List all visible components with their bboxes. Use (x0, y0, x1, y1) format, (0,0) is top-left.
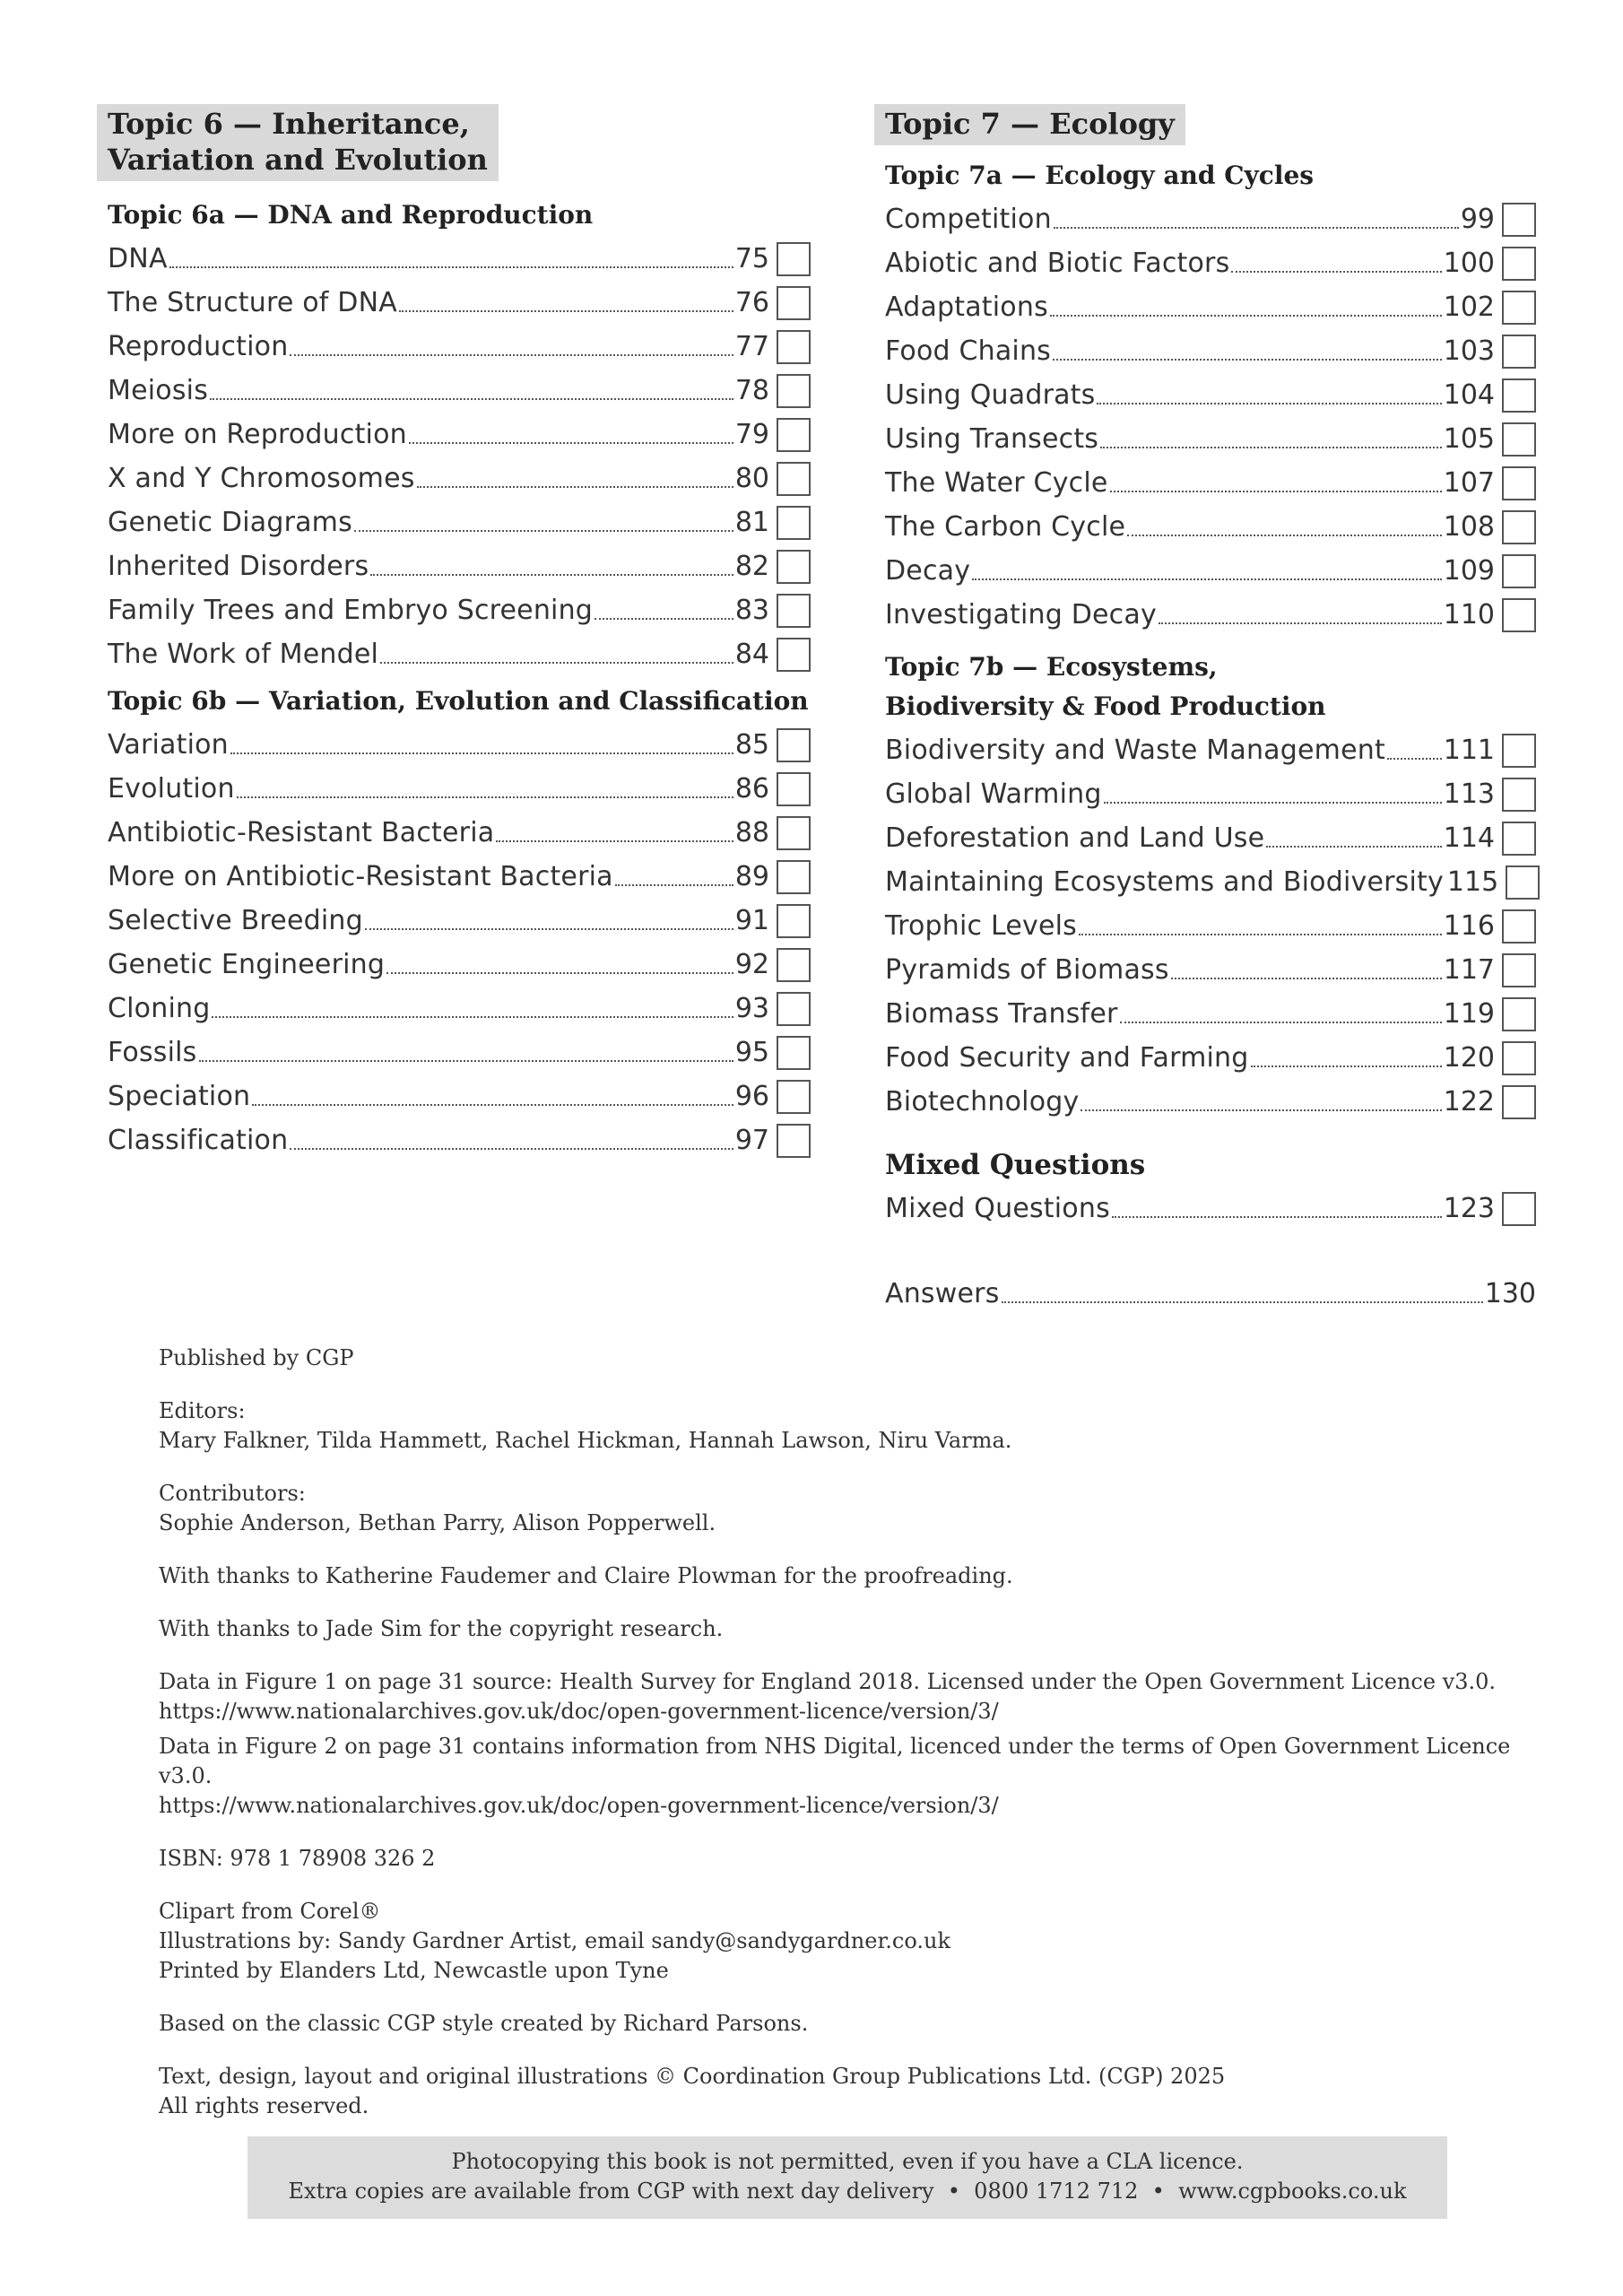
toc-entry-title: The Structure of DNA (108, 287, 397, 318)
dot-leader (1100, 447, 1442, 448)
toc-entry-page: 120 (1443, 1042, 1495, 1074)
checkbox[interactable] (777, 286, 811, 320)
dot-leader (1266, 846, 1441, 848)
toc-entry-title: DNA (108, 243, 168, 274)
checkbox[interactable] (1502, 1041, 1536, 1075)
thanks-copyright: With thanks to Jade Sim for the copyright research. (159, 1616, 724, 1641)
data-source-1-url: https://www.nationalarchives.gov.uk/doc/open-government-licence/version/3/ (159, 1699, 999, 1724)
checkbox[interactable] (1502, 997, 1536, 1031)
checkbox[interactable] (1502, 598, 1536, 632)
toc-entry-title: Competition (885, 204, 1052, 235)
checkbox[interactable] (777, 374, 811, 408)
toc-entry-page: 119 (1443, 998, 1495, 1030)
toc-entry[interactable] (885, 417, 1536, 461)
toc-entry-title: Answers (885, 1278, 1000, 1309)
checkbox[interactable] (1502, 378, 1536, 413)
checkbox[interactable] (1502, 1192, 1536, 1226)
checkbox[interactable] (777, 1124, 811, 1158)
dot-leader (399, 310, 733, 312)
toc-entry-title: More on Reproduction (108, 419, 407, 450)
checkbox[interactable] (1502, 291, 1536, 325)
toc-entry[interactable] (108, 457, 811, 500)
toc-entry-title: Classification (108, 1125, 289, 1156)
editors-block (159, 1396, 1522, 1456)
toc-entry[interactable] (108, 723, 811, 767)
data-source-2-text: Data in Figure 2 on page 31 contains information from NHS Digital, licenced under the terms of Open Government Licence v3.0. (159, 1734, 1511, 1788)
toc-entry[interactable] (885, 816, 1536, 860)
checkbox[interactable] (777, 772, 811, 806)
dot-leader (1231, 271, 1441, 273)
toc-entry-title: Food Security and Farming (885, 1042, 1249, 1074)
checkbox[interactable] (777, 1036, 811, 1070)
checkbox[interactable] (777, 1080, 811, 1114)
toc-entry[interactable] (108, 588, 811, 632)
checkbox[interactable] (777, 904, 811, 938)
checkbox[interactable] (1502, 466, 1536, 500)
dot-leader (1081, 1109, 1441, 1111)
toc-entry-page: 105 (1443, 423, 1495, 455)
toc-entry[interactable] (108, 325, 811, 369)
toc-entry-page: 76 (734, 287, 769, 318)
checkbox[interactable] (1502, 554, 1536, 588)
dot-leader (1112, 1216, 1442, 1218)
dot-leader (615, 884, 733, 886)
rights-reserved: All rights reserved. (159, 2093, 369, 2118)
dot-leader (1097, 403, 1441, 404)
toc-entry-answers[interactable] (885, 1272, 1536, 1316)
toc-entry-title: Global Warming (885, 778, 1102, 810)
contributors-names: Sophie Anderson, Bethan Parry, Alison Popperwell. (159, 1510, 716, 1535)
checkbox[interactable] (777, 816, 811, 850)
photocopy-notice-banner (247, 2136, 1447, 2219)
checkbox[interactable] (1502, 247, 1536, 281)
contributors-block (159, 1479, 1522, 1538)
toc-entry-page: 114 (1443, 822, 1495, 854)
toc-entry-title: Cloning (108, 993, 211, 1024)
toc-entry-page: 88 (734, 817, 769, 848)
toc-entry-page: 79 (734, 419, 769, 450)
toc-entry[interactable] (885, 285, 1536, 329)
toc-entry-title: Genetic Diagrams (108, 507, 352, 538)
checkbox[interactable] (1502, 734, 1536, 768)
editors-label: Editors: (159, 1398, 246, 1423)
dot-leader (169, 266, 733, 268)
toc-entry-page: 77 (734, 331, 769, 362)
toc-entry-page: 84 (734, 639, 769, 670)
topic-7b-heading (885, 648, 1536, 726)
checkbox[interactable] (777, 860, 811, 894)
dot-leader (595, 618, 733, 620)
dot-leader (1171, 978, 1442, 979)
toc-entry[interactable] (885, 860, 1536, 904)
toc-entry-title: Deforestation and Land Use (885, 822, 1265, 854)
contributors-label: Contributors: (159, 1481, 306, 1506)
checkbox[interactable] (777, 638, 811, 672)
toc-entry-page: 109 (1443, 555, 1495, 587)
checkbox[interactable] (1502, 1085, 1536, 1119)
checkbox[interactable] (1502, 909, 1536, 944)
checkbox[interactable] (777, 242, 811, 276)
toc-entry[interactable] (885, 461, 1536, 505)
editors-names: Mary Falkner, Tilda Hammett, Rachel Hickman, Hannah Lawson, Niru Varma. (159, 1428, 1012, 1453)
toc-entry-page: 91 (734, 905, 769, 936)
toc-entry-title: Food Chains (885, 335, 1051, 367)
dot-leader (1002, 1301, 1483, 1303)
photocopy-notice: Photocopying this book is not permitted, even if you have a CLA licence. (451, 2149, 1244, 2174)
toc-entry-page: 103 (1443, 335, 1495, 367)
toc-entry-title: Speciation (108, 1081, 251, 1112)
toc-entry[interactable] (885, 549, 1536, 593)
toc-entry-page: 122 (1443, 1086, 1495, 1118)
toc-entry-page: 78 (734, 375, 769, 406)
dot-leader (496, 840, 733, 842)
toc-entry-page: 82 (734, 551, 769, 582)
toc-entry[interactable] (108, 237, 811, 281)
checkbox[interactable] (1502, 953, 1536, 987)
toc-entry[interactable] (108, 413, 811, 457)
toc-entry-title: Maintaining Ecosystems and Biodiversity (885, 866, 1444, 898)
toc-entry-title: Abiotic and Biotic Factors (885, 248, 1230, 279)
illustrations-credit: Illustrations by: Sandy Gardner Artist, email sandy@sandygardner.co.uk (159, 1928, 951, 1953)
checkbox[interactable] (777, 550, 811, 584)
toc-entry[interactable] (108, 899, 811, 943)
dot-leader (290, 354, 733, 356)
based-on: Based on the classic CGP style created by Richard Parsons. (159, 2011, 809, 2036)
toc-entry-page: 107 (1443, 467, 1495, 499)
toc-entry-title: The Water Cycle (885, 467, 1108, 499)
toc-entry-page: 80 (734, 463, 769, 494)
topic-7a-list (874, 197, 1536, 637)
topic-7b-heading-line1: Topic 7b — Ecosystems, (885, 652, 1218, 682)
toc-entry[interactable] (885, 197, 1536, 241)
data-source-1 (159, 1667, 1522, 1726)
topic-7-column (874, 104, 1536, 1316)
toc-entry-page: 93 (734, 993, 769, 1024)
toc-entry[interactable] (885, 992, 1536, 1036)
toc-entry-page: 99 (1460, 204, 1495, 235)
toc-entry[interactable] (108, 544, 811, 588)
checkbox[interactable] (1502, 335, 1536, 369)
publication-credits (159, 1344, 1522, 2144)
topic-6b-list (97, 723, 811, 1162)
toc-entry[interactable] (108, 943, 811, 987)
checkbox[interactable] (1502, 822, 1536, 856)
toc-entry[interactable] (108, 811, 811, 855)
topic-7b-list (874, 728, 1536, 1124)
checkbox[interactable] (777, 992, 811, 1026)
data-source-2 (159, 1732, 1522, 1821)
dot-leader (212, 1016, 733, 1018)
checkbox[interactable] (1502, 422, 1536, 457)
toc-entry[interactable] (885, 241, 1536, 285)
toc-entry-page: 104 (1443, 379, 1495, 411)
toc-entry[interactable] (885, 329, 1536, 373)
data-source-1-text: Data in Figure 1 on page 31 source: Health Survey for England 2018. Licensed under the Open Government Licence v3.0. (159, 1669, 1496, 1694)
toc-entry-title: Evolution (108, 773, 235, 804)
toc-entry-title: Biomass Transfer (885, 998, 1118, 1030)
dot-leader (237, 796, 733, 798)
dot-leader (409, 442, 733, 444)
toc-entry[interactable] (885, 1080, 1536, 1124)
dot-leader (972, 578, 1442, 580)
dot-leader (290, 1148, 733, 1150)
toc-entry-title: Variation (108, 729, 229, 761)
toc-entry[interactable] (108, 369, 811, 413)
toc-entry-title: Mixed Questions (885, 1193, 1110, 1224)
toc-entry[interactable] (108, 987, 811, 1031)
dot-leader (365, 928, 733, 930)
dot-leader (386, 972, 733, 974)
toc-entry[interactable] (108, 632, 811, 676)
toc-entry-title: Family Trees and Embryo Screening (108, 595, 594, 626)
toc-entry-title: Using Transects (885, 423, 1099, 455)
toc-entry[interactable] (885, 593, 1536, 637)
topic-7a-heading: Topic 7a — Ecology and Cycles (885, 161, 1315, 190)
toc-entry-page: 115 (1446, 866, 1499, 898)
thanks-proofreading: With thanks to Katherine Faudemer and Claire Plowman for the proofreading. (159, 1563, 1013, 1588)
toc-entry-title: The Work of Mendel (108, 639, 379, 670)
toc-entry[interactable] (885, 772, 1536, 816)
toc-entry-title: Adaptations (885, 291, 1048, 323)
dot-leader (1053, 359, 1442, 361)
dot-leader (1104, 802, 1442, 804)
toc-entry-title: Selective Breeding (108, 905, 363, 936)
topic-7-header: Topic 7 — Ecology (874, 104, 1185, 145)
dot-leader (354, 530, 733, 532)
toc-entry[interactable] (108, 500, 811, 544)
dot-leader (370, 574, 733, 576)
toc-entry-title: Biotechnology (885, 1086, 1080, 1118)
topic-6a-heading: Topic 6a — DNA and Reproduction (108, 200, 594, 230)
topic-6-column (97, 104, 811, 1162)
toc-entry-page: 110 (1443, 599, 1495, 631)
toc-entry-page: 97 (734, 1125, 769, 1156)
toc-entry-page: 89 (734, 861, 769, 892)
published-by: Published by CGP (159, 1345, 354, 1370)
copyright-notice: Text, design, layout and original illustrations © Coordination Group Publications Ltd. (CGP) 2025 (159, 2064, 1226, 2089)
toc-entry[interactable] (108, 855, 811, 899)
toc-entry-page: 123 (1443, 1193, 1495, 1224)
toc-entry-title: Inherited Disorders (108, 551, 369, 582)
dot-leader (1054, 227, 1459, 229)
dot-leader (252, 1104, 733, 1106)
dot-leader (1050, 315, 1442, 317)
toc-entry-page: 108 (1443, 511, 1495, 543)
toc-entry[interactable] (885, 948, 1536, 992)
toc-entry-title: Biodiversity and Waste Management (885, 735, 1385, 766)
toc-entry[interactable] (108, 767, 811, 811)
clipart-credit: Clipart from Corel® (159, 1899, 381, 1924)
checkbox[interactable] (777, 948, 811, 982)
toc-entry[interactable] (108, 1031, 811, 1074)
dot-leader (1251, 1065, 1442, 1067)
printer-credit: Printed by Elanders Ltd, Newcastle upon Tyne (159, 1958, 669, 1983)
dot-leader (1159, 622, 1442, 624)
checkbox[interactable] (1502, 778, 1536, 812)
toc-entry-page: 85 (734, 729, 769, 761)
toc-entry[interactable] (885, 728, 1536, 772)
checkbox[interactable] (777, 594, 811, 628)
toc-entry-title: Investigating Decay (885, 599, 1157, 631)
toc-entry-page: 86 (734, 773, 769, 804)
toc-entry-title: Genetic Engineering (108, 949, 386, 980)
toc-entry-title: More on Antibiotic-Resistant Bacteria (108, 861, 613, 892)
checkbox[interactable] (777, 506, 811, 540)
checkbox[interactable] (777, 330, 811, 364)
toc-entry[interactable] (885, 1036, 1536, 1080)
data-source-2-url: https://www.nationalarchives.gov.uk/doc/open-government-licence/version/3/ (159, 1793, 999, 1818)
contact-line: Extra copies are available from CGP with next day delivery • 0800 1712 712 • www.cgpbooks.co.uk (288, 2179, 1407, 2204)
toc-entry-page: 111 (1443, 735, 1495, 766)
toc-entry[interactable] (108, 1118, 811, 1162)
toc-entry-title: Reproduction (108, 331, 289, 362)
topic-7b-heading-line2: Biodiversity & Food Production (885, 691, 1326, 721)
copyright-block (159, 2062, 1522, 2121)
dot-leader (1387, 758, 1442, 760)
dot-leader (1120, 1022, 1442, 1023)
toc-entry-page: 130 (1484, 1278, 1536, 1309)
topic-6b-heading: Topic 6b — Variation, Evolution and Classification (108, 686, 809, 716)
toc-entry-mixed-questions[interactable] (885, 1187, 1536, 1231)
toc-entry-title: Decay (885, 555, 971, 587)
dot-leader (380, 662, 733, 664)
toc-entry-title: Antibiotic-Resistant Bacteria (108, 817, 495, 848)
toc-entry-page: 96 (734, 1081, 769, 1112)
dot-leader (230, 752, 733, 754)
checkbox[interactable] (777, 462, 811, 496)
toc-entry-page: 116 (1443, 910, 1495, 942)
checkbox[interactable] (1502, 510, 1536, 544)
dot-leader (210, 398, 733, 400)
dot-leader (417, 486, 733, 488)
toc-entry-title: The Carbon Cycle (885, 511, 1126, 543)
toc-entry-page: 100 (1443, 248, 1495, 279)
toc-entry-title: Fossils (108, 1037, 197, 1068)
checkbox[interactable] (777, 728, 811, 762)
toc-entry-page: 92 (734, 949, 769, 980)
isbn: ISBN: 978 1 78908 326 2 (159, 1846, 436, 1871)
toc-entry[interactable] (885, 373, 1536, 417)
checkbox[interactable] (777, 418, 811, 452)
toc-entry-page: 113 (1443, 778, 1495, 810)
toc-entry-page: 81 (734, 507, 769, 538)
dot-leader (1079, 934, 1442, 935)
mixed-questions-heading: Mixed Questions (885, 1149, 1146, 1181)
checkbox[interactable] (1506, 865, 1540, 900)
printing-credits (159, 1897, 1522, 1986)
toc-entry-title: Meiosis (108, 375, 209, 406)
toc-entry-title: Pyramids of Biomass (885, 954, 1169, 986)
toc-entry-page: 117 (1443, 954, 1495, 986)
toc-entry[interactable] (108, 281, 811, 325)
toc-entry-page: 75 (734, 243, 769, 274)
toc-entry-title: Using Quadrats (885, 379, 1096, 411)
toc-entry-page: 95 (734, 1037, 769, 1068)
toc-entry[interactable] (885, 505, 1536, 549)
topic-6-header-line2: Variation and Evolution (108, 143, 488, 177)
dot-leader (1127, 535, 1442, 536)
checkbox[interactable] (1502, 203, 1536, 237)
toc-entry[interactable] (108, 1074, 811, 1118)
dot-leader (199, 1060, 733, 1062)
topic-6-header (97, 104, 499, 181)
toc-entry-title: X and Y Chromosomes (108, 463, 415, 494)
topic-6-header-line1: Topic 6 — Inheritance, (108, 107, 470, 141)
topic-6a-list (97, 237, 811, 676)
dot-leader (1110, 491, 1442, 492)
toc-entry-page: 102 (1443, 291, 1495, 323)
toc-entry-title: Trophic Levels (885, 910, 1077, 942)
toc-entry[interactable] (885, 904, 1536, 948)
toc-entry-page: 83 (734, 595, 769, 626)
